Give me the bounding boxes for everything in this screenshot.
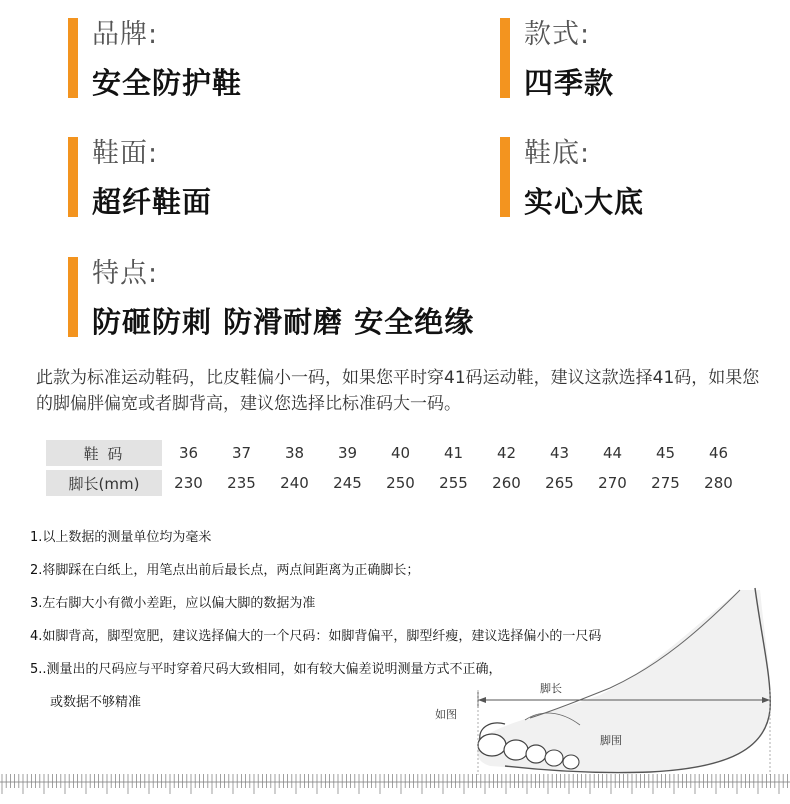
size-cell: 45 (655, 444, 676, 462)
size-cell: 37 (231, 444, 252, 462)
length-cell: 245 (333, 474, 362, 492)
spec-features-value: 防砸防刺 防滑耐磨 安全绝缘 (92, 305, 475, 339)
accent-bar (500, 137, 510, 217)
spec-features-label: 特点: (92, 258, 159, 289)
size-cell: 43 (549, 444, 570, 462)
spec-sole-value: 实心大底 (524, 185, 645, 219)
as-shown-label: 如图 (435, 708, 457, 721)
size-row (46, 440, 745, 466)
length-row-label: 脚长(mm) (46, 470, 162, 496)
accent-bar (500, 18, 510, 98)
guide-item: 3.左右脚大小有微小差距，应以偏大脚的数据为准 (30, 596, 316, 611)
size-cell: 46 (708, 444, 729, 462)
guide-item: 2.将脚踩在白纸上，用笔点出前后最长点，两点间距离为正确脚长； (30, 563, 420, 578)
length-cell: 230 (174, 474, 203, 492)
length-cell: 260 (492, 474, 521, 492)
spec-brand-label: 品牌: (92, 19, 159, 50)
spec-sole-label: 鞋底: (524, 138, 591, 169)
length-cell: 235 (227, 474, 256, 492)
size-cell: 36 (178, 444, 199, 462)
size-table (46, 436, 745, 500)
length-cell: 255 (439, 474, 468, 492)
size-row-label: 鞋 码 (46, 440, 162, 466)
length-cell: 270 (598, 474, 627, 492)
accent-bar (68, 257, 78, 337)
guide-item-continued: 或数据不够精准 (50, 695, 142, 710)
spec-style-label: 款式: (524, 19, 591, 50)
accent-bar (68, 137, 78, 217)
spec-features (68, 257, 474, 339)
spec-upper-label: 鞋面: (92, 138, 159, 169)
spec-sole (500, 137, 644, 219)
size-cell: 44 (602, 444, 623, 462)
spec-upper-value: 超纤鞋面 (92, 185, 213, 219)
foot-length-label: 脚长 (540, 682, 562, 695)
size-cell: 38 (284, 444, 305, 462)
ruler (0, 770, 790, 800)
size-cell: 40 (390, 444, 411, 462)
length-row (46, 470, 745, 496)
length-cell: 250 (386, 474, 415, 492)
length-cell: 240 (280, 474, 309, 492)
foot-outline-label: 脚围 (600, 734, 622, 747)
size-cell: 39 (337, 444, 358, 462)
guide-item: 5..测量出的尺码应与平时穿着尺码大致相同，如有较大偏差说明测量方式不正确， (30, 662, 502, 677)
guide-item: 1.以上数据的测量单位均为毫米 (30, 530, 212, 545)
length-cell: 265 (545, 474, 574, 492)
size-cell: 41 (443, 444, 464, 462)
size-cell: 42 (496, 444, 517, 462)
accent-bar (68, 18, 78, 98)
ruler-ticks (0, 770, 790, 800)
spec-upper (68, 137, 212, 219)
spec-brand (68, 18, 242, 100)
guide-item: 4.如脚背高，脚型宽肥，建议选择偏大的一个尺码：如脚背偏平，脚型纤瘦，建议选择偏小的一尺码 (30, 629, 602, 644)
spec-brand-value: 安全防护鞋 (92, 66, 243, 100)
spec-style (500, 18, 614, 100)
sizing-note: 此款为标准运动鞋码，比皮鞋偏小一码，如果您平时穿41码运动鞋，建议这款选择41码，如果您的脚偏胖偏宽或者脚背高，建议您选择比标准码大一码。 (36, 368, 760, 414)
spec-style-value: 四季款 (524, 66, 615, 100)
length-cell: 275 (651, 474, 680, 492)
length-cell: 280 (704, 474, 733, 492)
